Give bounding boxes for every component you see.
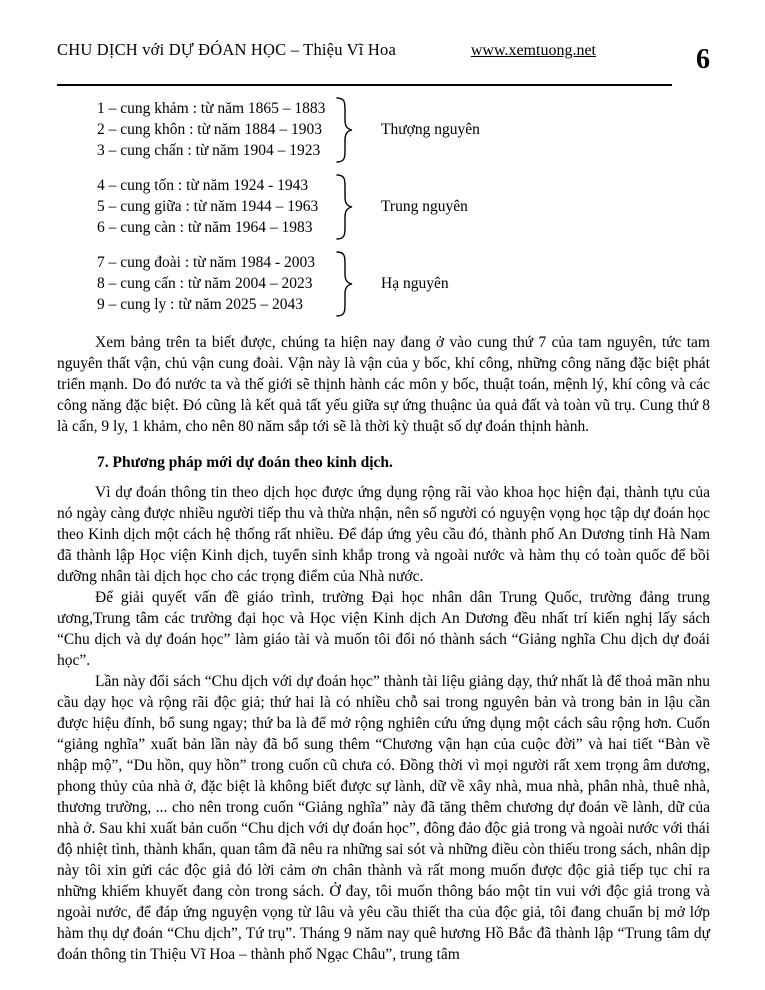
- paragraph-du-doan-thong-tin: Vì dự đoán thông tin theo dịch học được ứng dụng rộng rãi vào khoa học hiện đại, thành tựu của nó ngày càng được nhiều người tiếp thu và thừa nhận, nên số người có nguyện vọng học tập dự đoán học theo Kinh dịch một cách hệ thống rất nhiều. Để đáp ứng yêu cầu đó, thành phố An Dương tỉnh Hà Nam đã thành lập Học viện Kinh dịch, tuyển sinh khắp trong và ngoài nước và hàm thụ có toàn quốc để bồi dưỡng nhân tài dịch học cho các trọng điểm của Nhà nước.: [57, 484, 710, 585]
- paragraph-doi-sach: Lần này đổi sách “Chu dịch với dự đoán học” thành tài liệu giảng dạy, thứ nhất là để thoả mãn nhu cầu dạy học và rộng rãi độc giả; thứ hai là có nhiều chỗ sai trong nguyên bản và trong bản in lậu cần được hiệu đính, bổ sung ngay; thứ ba là để mở rộng nghiên cứu ứng dụng một cách sâu rộng hơn. Cuốn “giảng nghĩa” xuất bản lần này đã bổ sung thêm “Chương vận hạn của cuộc đời” và hai tiết “Bàn về nhập mộ”, “Du hồn, quy hồn” trong cuốn cũ chưa có. Đồng thời vì mọi người rất xem trọng âm dương, phong thủy của nhà ở, đặc biệt là không biết được sự lành, dữ về xây nhà, mua nhà, phân nhà, thuê nhà, thương trường, ... cho nên trong cuốn “Giảng nghĩa” này đã tăng thêm chương dự đoán về lành, dữ của nhà ở. Sau khi xuất bản cuốn “Chu dịch với dự đoán học”, đông đảo độc giả trong và ngoài nước với thái độ nhiệt tình, thành khẩn, quan tâm đã nêu ra những sai sót và những điều còn thiếu trong sách, nhân dịp này tôi xin gửi các độc giả đó lời cảm ơn chân thành và rất mong muốn được độc giả tiếp tục chỉ ra những khiếm khuyết đang còn trong sách. Ở đay, tôi muốn thông báo một tin vui với độc giả trong và ngoài nước, để đáp ứng nguyện vọng từ lâu và yêu cầu thiết tha của độc giả, tôi đang chuẩn bị mở lớp hàm thụ dự đoán “Chu dịch”, Tứ trụ”. Tháng 9 năm nay quê hương Hồ Bắc đã thành lập “Trung tâm dự đoán thông tin Thiệu Vĩ Hoa – thành phố Ngạc Châu”, trung tâm: [57, 673, 710, 963]
- cung-table: [97, 98, 765, 315]
- section-heading: 7. Phương pháp mới dự đoán theo kinh dịch.: [97, 454, 393, 471]
- cung-item-2: 2 – cung khôn : từ năm 1884 – 1903: [97, 121, 322, 138]
- right-brace-icon: [334, 173, 354, 241]
- cung-group-thuong-nguyen: [97, 98, 577, 161]
- right-brace-icon: [334, 250, 354, 318]
- cung-item-5: 5 – cung giữa : từ năm 1944 – 1963: [97, 198, 319, 215]
- body-text: [57, 332, 710, 965]
- book-title: CHU DỊCH với DỰ ĐÓAN HỌC – Thiệu Vĩ Hoa: [57, 40, 397, 59]
- cung-item-1: 1 – cung khảm : từ năm 1865 – 1883: [97, 100, 326, 117]
- cung-item-3: 3 – cung chấn : từ năm 1904 – 1923: [97, 142, 321, 159]
- paragraph-giao-trinh: Để giải quyết vấn đề giáo trình, trường Đại học nhân dân Trung Quốc, trường đảng trung ương,Trung tâm các trường đại học và Học viện Kinh dịch An Dương đều nhất trí kiến nghị lấy sách “Chu dịch và dự đoán học” làm giáo tài và muốn tôi đổi nó thành sách “Giảng nghĩa Chu dịch dự đoái học”.: [57, 589, 710, 669]
- cung-group-label-thuong-nguyen: Thượng nguyên: [381, 120, 480, 138]
- header-divider: [57, 84, 672, 86]
- cung-group-label-ha-nguyen: Hạ nguyên: [381, 274, 449, 292]
- cung-item-6: 6 – cung càn : từ năm 1964 – 1983: [97, 219, 313, 236]
- page-header: [0, 0, 765, 76]
- cung-item-9: 9 – cung ly : từ năm 2025 – 2043: [97, 296, 304, 313]
- cung-group-label-trung-nguyen: Trung nguyên: [381, 197, 468, 215]
- page-number: 6: [696, 44, 710, 75]
- cung-group-ha-nguyen: [97, 252, 577, 315]
- website-link[interactable]: www.xemtuong.net: [470, 42, 596, 59]
- header-row: [57, 40, 708, 66]
- cung-group-trung-nguyen: [97, 175, 577, 238]
- cung-item-8: 8 – cung cấn : từ năm 2004 – 2023: [97, 275, 313, 292]
- paragraph-tam-nguyen: Xem bảng trên ta biết được, chúng ta hiện nay đang ở vào cung thứ 7 của tam nguyên, tức tam nguyên thất vận, chủ vận cung đoài. Vận này là vận của y bốc, khí công, những công năng đặc biệt phát triển mạnh. Do đó nước ta và thế giới sẽ thịnh hành các môn y bốc, thuật toán, mệnh lý, khí công và các công năng đặc biệt. Đó cũng là kết quả tất yếu giữa sự ứng thuậnc ủa quả đất và toàn vũ trụ. Cung thứ 8 là cấn, 9 ly, 1 khảm, cho nên 80 năm sắp tới sẽ là thời kỳ thuật số dự đoán thịnh hành.: [57, 334, 710, 435]
- cung-item-7: 7 – cung đoài : từ năm 1984 - 2003: [97, 254, 316, 271]
- right-brace-icon: [334, 96, 354, 164]
- cung-item-4: 4 – cung tốn : từ năm 1924 - 1943: [97, 177, 309, 194]
